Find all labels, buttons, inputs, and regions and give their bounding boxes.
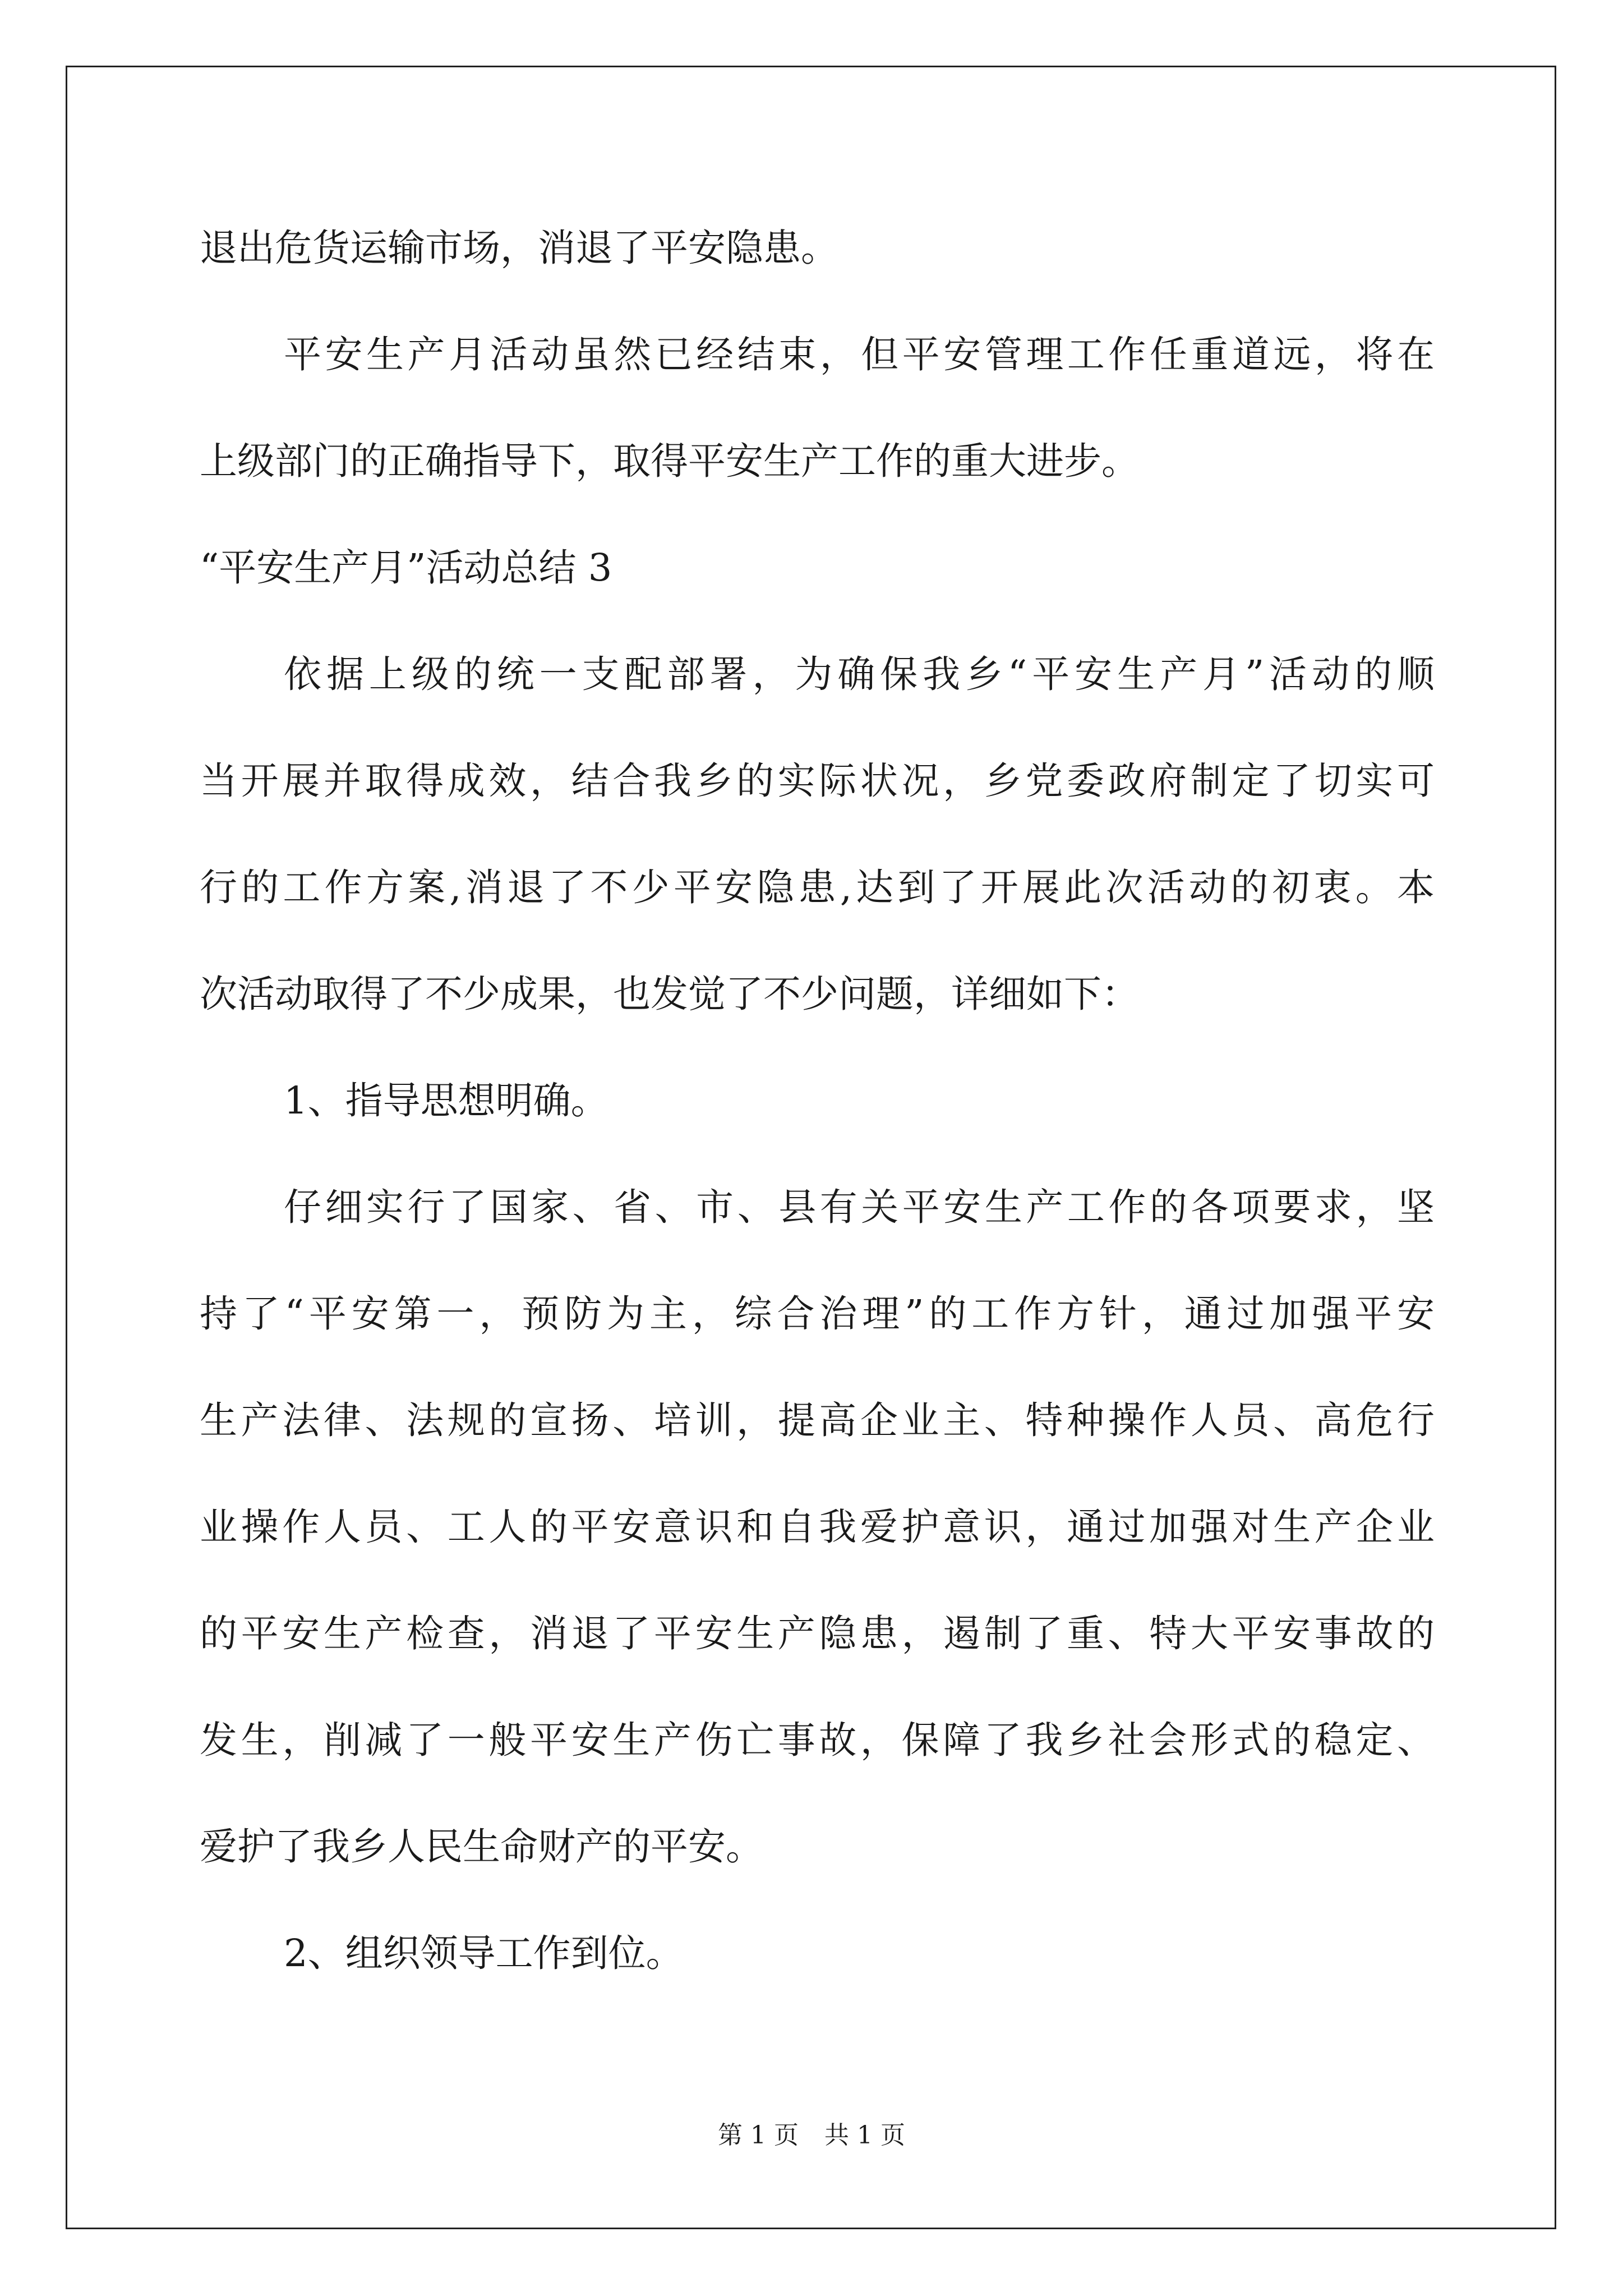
list-item-heading: 1、指导思想明确。 xyxy=(284,1079,608,1122)
text-line: 依据上级的统一支配部署，为确保我乡“平安生产月”活动的顺 xyxy=(284,652,1435,696)
text-line: 业操作人员、工人的平安意识和自我爱护意识，通过加强对生产企业 xyxy=(200,1505,1435,1549)
page-border xyxy=(66,66,1556,2229)
section-heading: “平安生产月”活动总结 3 xyxy=(200,546,612,590)
list-item-heading: 2、组织领导工作到位。 xyxy=(284,1931,684,1975)
text-line: 的平安生产检查，消退了平安生产隐患，遏制了重、特大平安事故的 xyxy=(200,1612,1435,1655)
text-line: 次活动取得了不少成果，也发觉了不少问题，详细如下： xyxy=(200,972,1139,1016)
text-line: 当开展并取得成效，结合我乡的实际状况，乡党委政府制定了切实可 xyxy=(200,759,1435,803)
text-line: 行的工作方案,消退了不少平安隐患,达到了开展此次活动的初衷。本 xyxy=(200,866,1435,909)
page-footer xyxy=(0,2119,1623,2152)
page-number-total: 共 1 页 xyxy=(824,2121,905,2150)
text-line: 平安生产月活动虽然已经结束，但平安管理工作任重道远，将在 xyxy=(284,333,1435,376)
page-number-current: 第 1 页 xyxy=(718,2121,799,2150)
text-line: 持了“平安第一，预防为主，综合治理”的工作方针，通过加强平安 xyxy=(200,1292,1435,1336)
text-line: 退出危货运输市场，消退了平安隐患。 xyxy=(200,226,838,270)
text-line: 上级部门的正确指导下，取得平安生产工作的重大进步。 xyxy=(200,439,1139,483)
text-line: 仔细实行了国家、省、市、县有关平安生产工作的各项要求，坚 xyxy=(284,1185,1435,1229)
text-line: 生产法律、法规的宣扬、培训，提高企业主、特种操作人员、高危行 xyxy=(200,1398,1435,1442)
text-line: 发生，削减了一般平安生产伤亡事故，保障了我乡社会形式的稳定、 xyxy=(200,1718,1435,1762)
text-line: 爱护了我乡人民生命财产的平安。 xyxy=(200,1825,763,1869)
